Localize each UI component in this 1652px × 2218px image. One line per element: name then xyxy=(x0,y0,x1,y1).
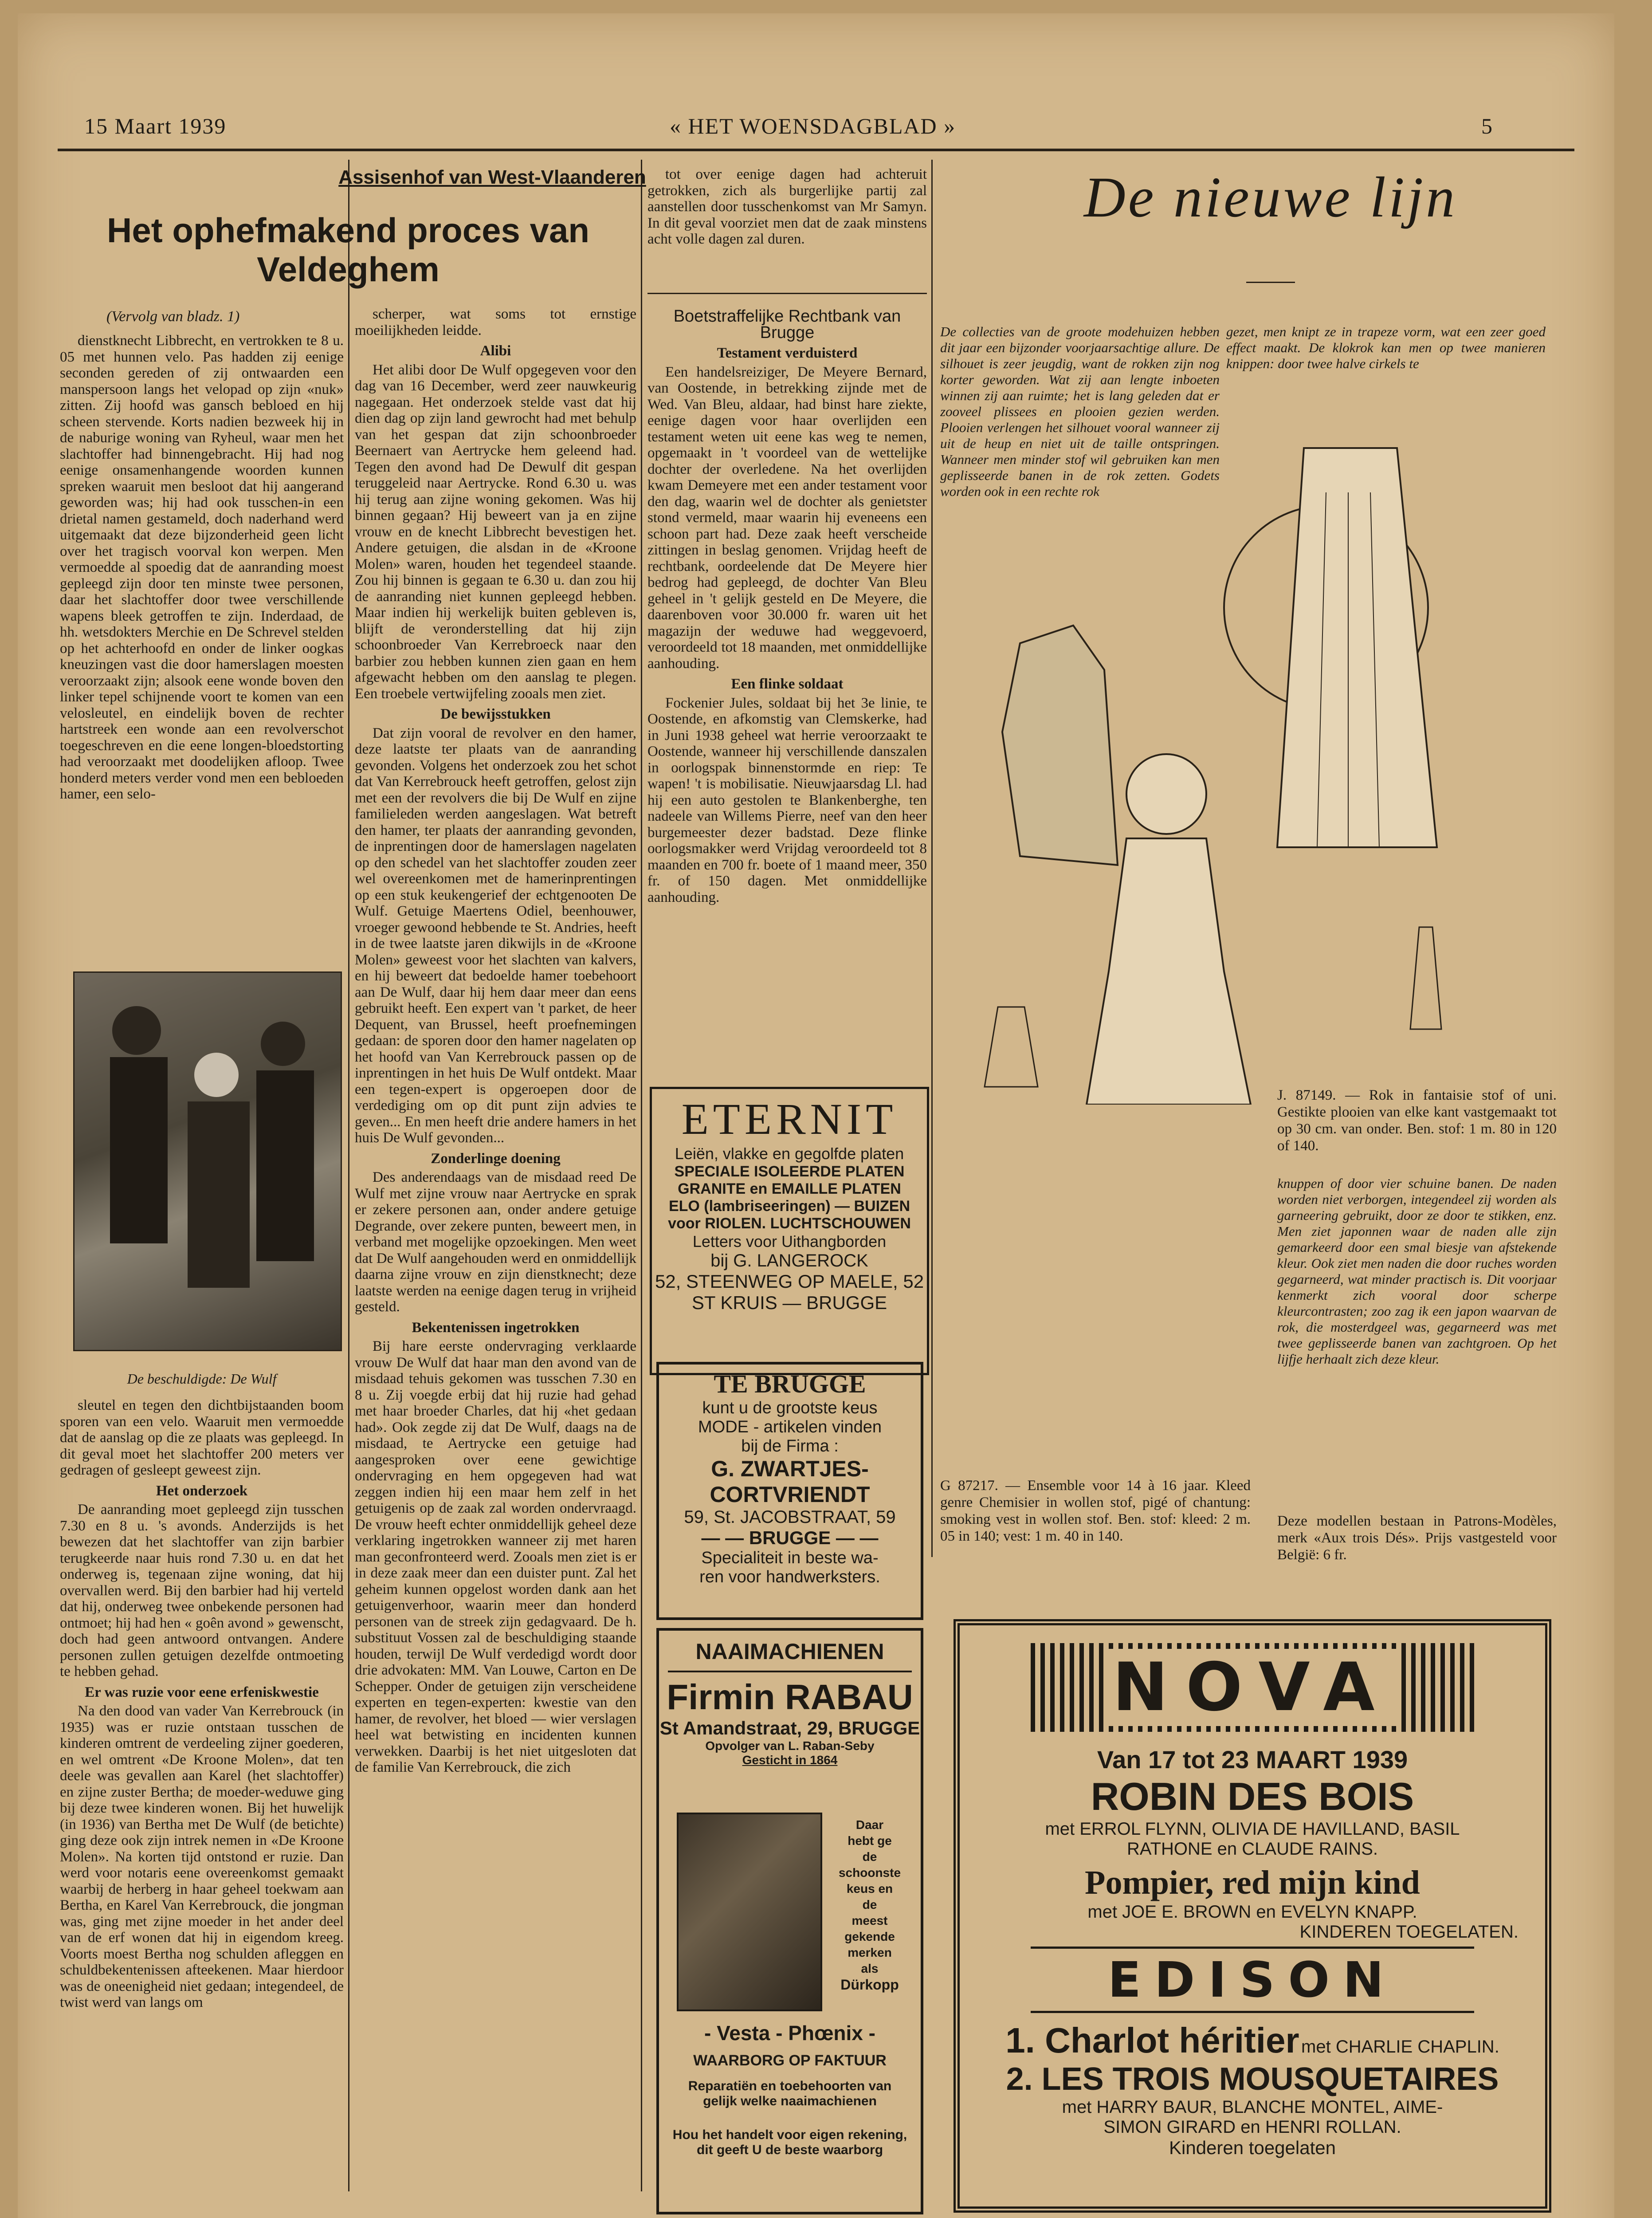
article-column-1 xyxy=(60,333,344,945)
ad-line: GRANITE en EMAILLE PLATEN xyxy=(678,1180,901,1197)
cinema-ad xyxy=(954,1619,1551,2213)
ad-line: SPECIALE ISOLEERDE PLATEN xyxy=(674,1163,905,1180)
ad-line: ren voor handwerksters. xyxy=(699,1568,880,1586)
subheading-bewijsstukken: De bewijsstukken xyxy=(440,706,551,722)
subheading-alibi: Alibi xyxy=(480,343,511,359)
section-rule xyxy=(647,293,927,294)
ad-line: kunt u de grootste keus xyxy=(702,1399,878,1417)
brugge-court-column xyxy=(647,304,927,1085)
article-paragraph: Dat zijn vooral de revolver en den hamer, deze laatste ter plaats van de aanranding gevonden. Volgens het onderzoek zou het schot dat Van Kerrebrouck heeft getroffen, gelost zijn met een der revolvers die bij De Wulf en zijne familieleden werden aangeslagen. Wat betreft den hamer, ter plaats der aanranding gevonden, de inprentingen door de hamerslagen nagelaten op den schedel van het slachtoffer zouden zeer wel overeenkomen met de hamerinprentingen op een stuk keukengerief der echtgenooten De Wulf. Getuige Maertens Odiel, beenhouwer, vroeger gewoond hebbende te St. Andries, heeft in de twee laatste jaren dikwijls in de «Kroone Molen» geweest voor het slachten van kalvers, en hij beweert dat bedoelde hamer toebehoort aan De Wulf, daar hij hem daar meer dan eens gebruikt heeft. Een expert van 't parket, de heer Dequent, van Brussel, heeft proefnemingen gedaan: de sporen door den hamer nagelaten op het hoofd van Van Kerrebrouck passen op de inprentingen in het huis De Wulf ontdekt. Maar een tegen-expert is opgeroepen door de verdediging om op dit punt zijn advies te geven... En men heeft drie andere hamers in het huis De Wulf gevonden... xyxy=(355,725,636,1146)
film-charlot-row xyxy=(960,2020,1545,2061)
article-column-1b xyxy=(60,1397,344,2205)
header-paper-name: « HET WOENSDAGBLAD » xyxy=(670,114,956,138)
ad-line: bij G. LANGEROCK xyxy=(710,1251,868,1270)
cast-line: met HARRY BAUR, BLANCHE MONTEL, AIME- xyxy=(1062,2097,1443,2117)
side-line: meest xyxy=(852,1914,888,1927)
side-line: de xyxy=(862,1850,877,1864)
side-line: Daar xyxy=(855,1818,884,1832)
ad-line: 52, STEENWEG OP MAELE, 52 xyxy=(655,1271,924,1292)
defendant-photo xyxy=(73,971,342,1351)
cast-line: met JOE E. BROWN en EVELYN KNAPP. xyxy=(1087,1902,1417,1922)
rabau-repair: Reparatiën en toebehoorten van gelijk welke naaimachienen xyxy=(688,2079,892,2108)
brugge-court-title: Boetstraffelijke Rechtbank van Brugge xyxy=(673,307,901,342)
skirt-drawing xyxy=(1277,448,1437,847)
side-line: als xyxy=(861,1962,879,1975)
rabau-side-text xyxy=(828,1817,912,1993)
side-line: hebt ge xyxy=(848,1834,892,1848)
ad-line: Specialiteit in beste wa- xyxy=(701,1549,879,1567)
fashion-illustration xyxy=(940,395,1570,1105)
zwartjes-ad xyxy=(656,1362,923,1620)
article-paragraph: dienstknecht Libbrecht, en vertrokken te 8 u. 05 met hunnen velo. Pas hadden zij eenige seconden gereden of zij ontwaarden een manspersoon langs het velopad op zijn «nuk» zitten. Zij hoofd was gansch bebloed en hij scheen stervende. Korts nadien bezweek hij in de naburige woning van Ryheul, waar men het slachtoffer had binnengebracht. Hij had nog eenige onsamenhangende woorden kunnen spreken waaruit men besloot dat hij aangerand geworden was; hij had ook tusschen-in een drietal namen gestameld, doch naderhand werd uitgemaakt dat deze bijzonderheid geen licht over het tragisch voorval kon werpen. Men vermoedde al spoedig dat de aanranding moest gepleegd zijn door ten minste twee personen, daar het slachtoffer door twee verschillende wapens bleek getroffen te zijn. Inderdaad, de hh. wetsdokters Merchie en De Schrevel stelden op het achterhoofd en onder de linker oogkas kneuzingen vast die door hamerslagen moesten veroorzaakt zijn; alsook eene wonde boven den linker tepel schijnende voort te komen van een velosleutel, en eindelijk boven de rechter hartstreek een wonde aan een revolverschot toegeschreven en die eene longen-bloedstorting had veroorzaakt met doodelijken afloop. Twee honderd meters verder vond men een bebloeden hamer, een selo- xyxy=(60,333,344,802)
subheading-onderzoek: Het onderzoek xyxy=(156,1483,248,1499)
ad-line: Letters voor Uithangborden xyxy=(692,1232,887,1251)
photo-caption: De beschuldigde: De Wulf xyxy=(127,1371,277,1387)
fashion-intro-right: gezet, men knipt ze in trapeze vorm, wat een zeer goed effect maakt. De klokrok kan men op twee manieren knippen: door twee halve cirkels te xyxy=(1226,324,1546,371)
side-line: schoonste xyxy=(838,1866,901,1880)
ad-line: MODE - artikelen vinden xyxy=(698,1418,882,1436)
subheading-bekentenissen: Bekentenissen ingetrokken xyxy=(412,1319,580,1336)
article-kicker: Assisenhof van West-Vlaanderen xyxy=(338,166,646,188)
nova-banner xyxy=(1031,1643,1474,1732)
subheading-soldaat: Een flinke soldaat xyxy=(731,676,844,692)
ad-line: bij de Firma : xyxy=(741,1437,839,1455)
film-pompier: Pompier, red mijn kind xyxy=(1085,1864,1420,1901)
side-line: merken xyxy=(848,1946,892,1959)
fashion-title-rule xyxy=(1246,282,1295,283)
article-paragraph: tot over eenige dagen had achteruit getrokken, zich als burgerlijke partij zal aanstellen door tusschenkomst van Mr Samyn. In dit geval voorziet men dat de zaak minstens acht volle dagen zal duren. xyxy=(647,166,927,247)
film-mousquetaires: 2. LES TROIS MOUSQUETAIRES xyxy=(1006,2061,1499,2097)
article-paragraph: Fockenier Jules, soldaat bij het 3e linie, te Oostende, en afkomstig van Clemskerke, had in Juni 1938 geheel wat herrie veroorzaakt te Oostende, wanneer hij verschillende danszalen in oorlogspak binnenstormde en riep: Te wapen! 't is mobilisatie. Nieuwjaarsdag Ll. had hij een auto gestolen te Blankenberghe, ten nadeele van Willems Pierre, neef van den heer burgemeester dezer badstad. Deze flinke oorlogsmakker werd Vrijdag veroordeeld tot 8 maanden en 700 fr. boete of 1 maand meer, 350 fr. of 150 dagen. Met onmiddellijke aanhouding. xyxy=(647,695,927,905)
ad-line: ST KRUIS — BRUGGE xyxy=(691,1292,887,1313)
cast-line: met ERROL FLYNN, OLIVIA DE HAVILLAND, BASIL xyxy=(1045,1819,1460,1839)
column-rule xyxy=(931,160,933,1557)
film-charlot: 1. Charlot héritier xyxy=(1005,2021,1299,2060)
rabau-sub2: Gesticht in 1864 xyxy=(742,1753,838,1767)
photo-figures xyxy=(75,973,341,1350)
jacket-drawing xyxy=(1002,625,1118,865)
article-headline: Het ophefmakend proces van Veldeghem xyxy=(107,211,589,289)
side-line: Dürkopp xyxy=(840,1977,899,1993)
header-page-number: 5 xyxy=(1481,114,1493,138)
eternit-brand: ETERNIT xyxy=(681,1094,898,1144)
sewing-cabinet-illustration xyxy=(677,1813,822,2011)
allowed-note: Kinderen toegelaten xyxy=(1169,2137,1336,2158)
rabau-brands: - Vesta - Phœnix - xyxy=(704,2021,875,2045)
header-rule xyxy=(58,149,1574,151)
ad-line: CORTVRIENDT xyxy=(710,1482,870,1507)
rabau-address: St Amandstraat, 29, BRUGGE xyxy=(659,1718,920,1738)
continued-note: (Vervolg van bladz. 1) xyxy=(106,308,240,325)
edison-title: EDISON xyxy=(1107,1951,1397,2008)
dress-drawing xyxy=(1087,838,1251,1105)
subheading-zonderlinge: Zonderlinge doening xyxy=(431,1150,561,1167)
ensemble-caption: G 87217. — Ensemble voor 14 à 16 jaar. Kleed genre Chemisier in wollen stof, pigé of chantung: smoking vest in wollen stof. Ben. stof: kleed: 2 m. 05 in 140; vest: 1 m. 40 in 140. xyxy=(940,1478,1251,1544)
side-line: de xyxy=(862,1898,877,1911)
article-paragraph: Des anderendaags van de misdaad reed De Wulf met zijne vrouw naar Aertrycke en sprak er zekere personen aan, onder andere getuige Degrande, over zekere punten, beweert men, in verband met mogelijke opzoekingen. Men weet dat De Wulf aangehouden werd en onmiddellijk daarna zijne vrouw en zijn dienstknecht; deze laatste werden na eenige dagen terug in vrijheid gesteld. xyxy=(355,1169,636,1315)
cast-line: RATHONE en CLAUDE RAINS. xyxy=(1126,1839,1378,1859)
rabau-sub1: Opvolger van L. Raban-Seby xyxy=(705,1739,875,1753)
cast-line: SIMON GIRARD en HENRI ROLLAN. xyxy=(1103,2117,1401,2137)
film-robin-des-bois: ROBIN DES BOIS xyxy=(1091,1774,1414,1818)
article-paragraph: Bij hare eerste ondervraging verklaarde vrouw De Wulf dat haar man den avond van de misdaad tehuis gekomen was tusschen 7.30 en 8 u. Zij voegde erbij dat hij ruzie had gehad met haar broeder Charles, dat hij «het gedaan had». Ook zegde zij dat De Wulf, daags na de misdaad, te Aertrycke een getuige had aangesproken over eene gewichtige ondervraging en hem opgegeven had wat zeggen indien hij een maar hem zelf in het getuigenis op de zaak zal worden ondervraagd. De vrouw heeft echter onmiddellijk geheel deze verklaring ingetrokken wanneer zij met haren man geconfronteerd werd. Zooals men ziet is er in deze zaak meer dan een duister punt. Zal het geheim kunnen opgelost worden dank aan het getuigenverhoor, waarin meer dan honderd personen van de streek zijn gedagvaard. De h. substituut Vossen zal de beschuldiging staande houden, terwijl De Wulf verdedigd wordt door drie advokaten: MM. Van Louwe, Carton en De Schepper. Onder de getuigen zijn verscheidene experten en tegen-experten: kwestie van den hamer, de revolver, het bloed — wier verslagen heel wat betwisting en incidenten kunnen verwekken. Daarbij is het niet uitgesloten dat de familie Van Kerrebrouck, die zich xyxy=(355,1338,636,1775)
rabau-guarantee: WAARBORG OP FAKTUUR xyxy=(693,2052,887,2069)
side-line: gekende xyxy=(844,1930,895,1943)
header-date: 15 Maart 1939 xyxy=(84,114,227,138)
fashion-continuation: knuppen of door vier schuine banen. De naden worden niet verborgen, integendeel zij worden als garneering gebruikt, door ze door te stikken, enz. Men ziet japonnen waar de naden alle zijn gemarkeerd door een smal biesje van afstekende kleur. Ook ziet men naden die door ruches worden gegarneerd, wat minder practisch is. Dit voorjaar kenmerkt zich vooral door scherpe kleurcontrasten; zoo zag ik een japon waarvan de rok, die mosterdgeel was, gegarneerd was met twee geplisseerde banen van zachtgroen. Op het lijfje herhaalt zich deze kleur. xyxy=(1277,1176,1557,1367)
column-rule xyxy=(641,160,642,2191)
article-paragraph: Een handelsreiziger, De Meyere Bernard, van Oostende, in betrekking zijnde met de Wed. Van Bleu, aldaar, had binst hare ziekte, eenige dagen voor haar overlijden een testament weten uit eene kas weg te nemen, opgemaakt in 't voordeel van de wettelijke dochter der overledene. Na het overlijden kwam Demeyere met een ander testament voor den dag, waarin wel de dochter als genietster stond vermeld, maar waarin hij eveneens een schoon part had. Deze zaak heeft verscheide zittingen in beslag genomen. Vrijdag heeft de rechtbank, oordeelende dat De Meyere hier bedrog had gepleegd, de dochter Van Bleu geheel in 't gelijk gesteld en De Meyere, die daarenboven voor 30.000 fr. waren uit het magazijn der weduwe had weggevoerd, veroordeeld tot 18 maanden, met onmiddellijke aanhouding. xyxy=(647,364,927,672)
rabau-slogan: Hou het handelt voor eigen rekening, dit geeft U de beste waarborg xyxy=(672,2128,907,2157)
skirt-caption: J. 87149. — Rok in fantaisie stof of uni. Gestikte plooien van elke kant vastgemaakt tot op 30 cm. van onder. Ben. stof: 1 m. 80 in 120 of 140. xyxy=(1277,1087,1557,1154)
rabau-name: Firmin RABAU xyxy=(667,1677,913,1717)
fashion-title: De nieuwe lijn xyxy=(1083,165,1458,229)
zwartjes-title: TE BRUGGE xyxy=(714,1369,866,1398)
article-paragraph: scherper, wat soms tot ernstige moeilijkheden leidde. xyxy=(355,306,636,338)
article-paragraph: De aanranding moet gepleegd zijn tusschen 7.30 en 8 u. 's avonds. Anderzijds is het bewezen dat het slachtoffer van zijn barbier terugkeerde naar huis rond 7.30 u. en dat het onderweg is, tegenaan zijne woning, dat hij overvallen werd. Bij den barbier had hij verteld dat hij, onderweg twee onbekende personen had ontmoet; hij had hen « goên avond » gewenscht, doch had geen antwoord ontvangen. Andere personen zullen getuigen dezelfde ontmoeting te hebben gehad. xyxy=(60,1502,344,1679)
rabau-ad xyxy=(656,1628,923,2214)
ad-line: voor RIOLEN. LUCHTSCHOUWEN xyxy=(668,1215,911,1232)
allowed-note: KINDEREN TOEGELATEN. xyxy=(1299,1922,1519,1942)
newspaper-page xyxy=(18,13,1614,2218)
article-column-2 xyxy=(355,306,636,2205)
ad-line: Leiën, vlakke en gegolfde platen xyxy=(675,1144,904,1163)
small-dress-sketch xyxy=(985,1007,1038,1087)
ad-line: ELO (lambriseeringen) — BUIZEN xyxy=(668,1198,910,1215)
side-line: keus en xyxy=(846,1882,893,1896)
article-paragraph: Het alibi door De Wulf opgegeven voor den dag van 16 December, werd zeer nauwkeurig nagegaan. Het onderzoek stelde vast dat hij dien dag op zijn land gewrocht had met behulp van het gespan dat zijn schoonbroeder Beernaert van Aertrycke hem geleend had. Tegen den avond had De Dewulf dit gespan teruggeleid naar Aertrycke. Rond 6.30 u. was hij terug aan zijne woning gekomen. Was hij binnen gegaan? Hij beweert van ja en zijne vrouw en de knecht Libbrecht bevestigen het. Andere getuigen, die alsdan in de «Kroone Molen» waren, houden het tegendeel staande. Zou hij binnen is gegaan te 6.30 u. dan zou hij de aanranding niet kunnen gepleegd hebben. Maar indien hij werkelijk buiten gebleven is, blijft de veronderstelling dat hij zijn schoonbroeder Van Kerrebroeck naar den barbier zou hebben kunnen zien gaan en hem afgewacht hebben om den aanslag te plegen. Een troebele vertwijfeling zooals men ziet. xyxy=(355,362,636,702)
subheading-ruzie: Er was ruzie voor eene erfeniskwestie xyxy=(85,1684,319,1700)
edison-banner xyxy=(1031,1947,1474,2013)
nova-title: NOVA xyxy=(1103,1649,1401,1726)
ad-line: — — BRUGGE — — xyxy=(701,1527,879,1548)
patrons-note: Deze modellen bestaan in Patrons-Modèles, merk «Aux trois Dés». Prijs vastgesteld voor België: 6 fr. xyxy=(1277,1513,1557,1563)
ad-line: 59, St. JACOBSTRAAT, 59 xyxy=(684,1507,896,1527)
article-column-3 xyxy=(647,166,927,291)
article-paragraph: Na den dood van vader Van Kerrebrouck (in 1935) was er ruzie ontstaan tusschen de kinderen omtrent de verdeeling zijner goederen, en wel omtrent «De Kroone Molen», dat ten deele was gevallen aan Karel (het slachtoffer) en zijne zuster Bertha; de moeder-weduwe ging bij deze twee kinderen wonen. Bij het huwelijk (in 1936) van Bertha met De Wulf (de betichte) ging deze ook zijn intrek nemen in «De Kroone Molen». Na korten tijd ontstond er ruzie. Dan werd voor notaris eene overeenkomst gemaakt waarbij de herberg in haar geheel toekwam aan Bertha, en Karel Van Kerrebrouck, die jongman was, ging met zijne moeder in het ander deel van de erf wonen dat hij in eigendom kreeg. Voorts moest Bertha nog schulden afleggen en schuldbekentenissen afteekenen. Maar hierdoor was de oneenigheid niet gedaan; integendeel, de twist werd van langs om xyxy=(60,1703,344,2010)
column-rule xyxy=(348,160,349,2191)
cast-line: met CHARLIE CHAPLIN. xyxy=(1301,2037,1499,2057)
eternit-ad xyxy=(650,1087,929,1375)
model-head xyxy=(1126,754,1206,834)
rabau-title: NAAIMACHIENEN xyxy=(668,1639,912,1672)
small-skirt-sketch xyxy=(1410,927,1441,1029)
article-paragraph: sleutel en tegen den dichtbijstaanden boom sporen van een velo. Waaruit men vermoedde dat de aanslag op die ze plaats was gepleegd. In dit geval moet het slachtoffer 200 meters ver gedragen of gesleept geweest zijn. xyxy=(60,1397,344,1478)
fashion-intro-left: De collecties van de groote modehuizen hebben dit jaar een bijzonder voorjaarsachtige allure. De silhouet is zeer jeugdig, want de rokken zijn nog korter geworden. Wat zij aan lengte inboeten winnen zij aan ruimte; het is lang geleden dat er zooveel plissees en plooien gezien werden. Plooien verlengen het silhouet vooral wanneer zij uit de heup en niet uit de taille ontspringen. Wanneer men minder stof wil gebruiken kan men geplisseerde banen in de rok zetten. Godets worden ook in een rechte rok xyxy=(940,324,1220,499)
ad-line: G. ZWARTJES- xyxy=(711,1456,869,1481)
cinema-dates: Van 17 tot 23 MAART 1939 xyxy=(1097,1746,1408,1774)
subheading-testament: Testament verduisterd xyxy=(717,345,858,361)
